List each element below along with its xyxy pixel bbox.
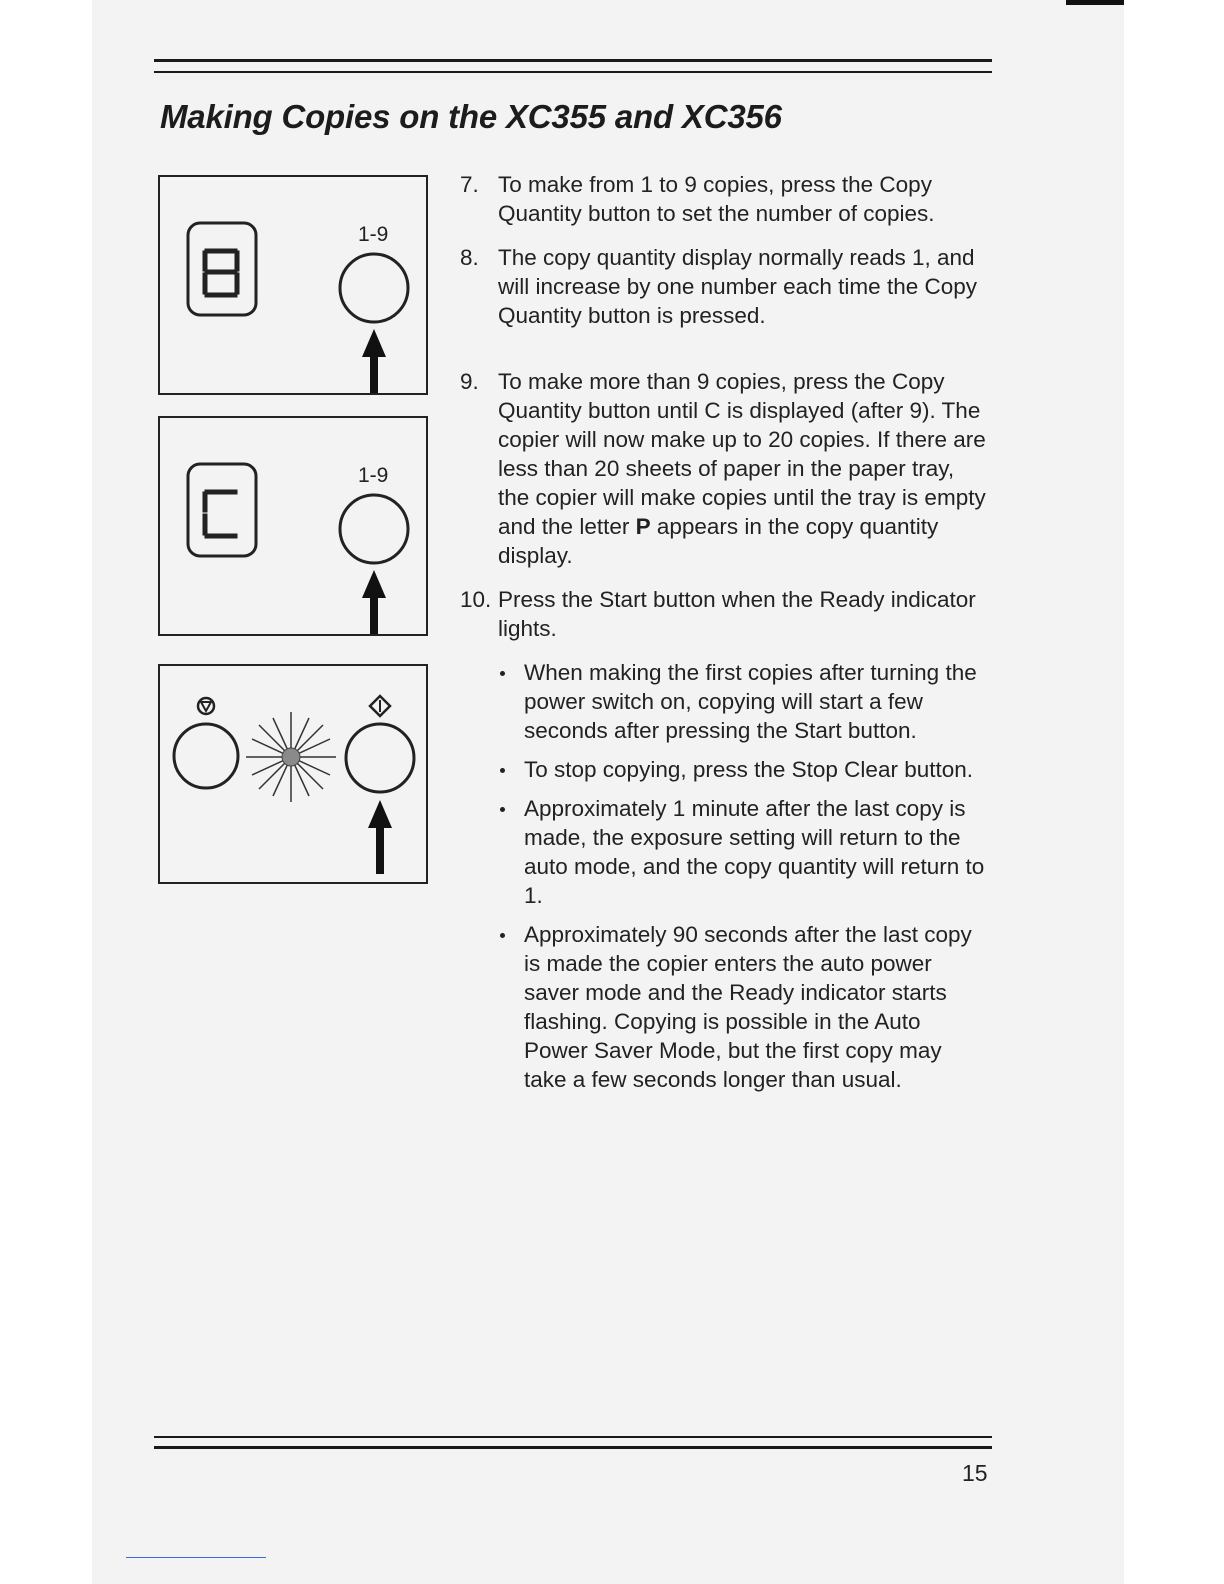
bullet-text: Approximately 1 minute after the last copy is made, the exposure setting will return to the auto mode, and the copy quantity will return to 1.	[524, 796, 985, 908]
step-10-notes	[498, 658, 990, 1094]
arrow-up-icon	[362, 329, 386, 393]
step-number: 10.	[460, 587, 492, 612]
step-text: Press the Start button when the Ready indicator lights.	[498, 587, 976, 641]
list-item	[498, 920, 990, 1094]
figure-copy-quantity-c	[158, 416, 428, 636]
step-number: 9.	[460, 369, 479, 394]
step-text-before: To make more than 9 copies, press the Copy Quantity button until C is displayed (after 9). The copier will now make up to 20 copies. If there are less than 20 sheets of paper in the paper tray, the copier will make copies until the tray is empty and the letter	[498, 369, 986, 539]
step-8	[460, 243, 990, 330]
scan-corner-mark	[1066, 0, 1124, 5]
stop-clear-symbol-icon	[198, 698, 214, 714]
start-symbol-icon	[370, 696, 390, 716]
list-item	[498, 794, 990, 910]
start-button-icon	[346, 724, 414, 792]
list-item	[498, 755, 990, 784]
copy-quantity-panel-diagram	[160, 418, 426, 634]
step-text: To make from 1 to 9 copies, press the Copy Quantity button to set the number of copies.	[498, 172, 935, 226]
step-text-after: appears in the copy quantity display.	[498, 514, 939, 568]
figure-start-button	[158, 664, 428, 884]
copy-quantity-label: 1-9	[358, 223, 389, 246]
letter-p-bold: P	[635, 514, 651, 539]
header-rule	[154, 59, 992, 73]
bullet-icon	[500, 807, 505, 812]
ready-indicator-icon	[282, 748, 300, 766]
page-number: 15	[962, 1460, 988, 1486]
copy-quantity-button-icon	[340, 495, 408, 563]
start-panel-diagram	[160, 666, 426, 882]
bullet-icon	[500, 768, 505, 773]
bullet-icon	[500, 933, 505, 938]
step-10	[460, 585, 990, 643]
arrow-up-icon	[362, 570, 386, 634]
step-number: 8.	[460, 245, 479, 270]
copy-quantity-label: 1-9	[358, 464, 389, 487]
seven-segment-c-icon	[205, 492, 235, 536]
bullet-icon	[500, 671, 505, 676]
stop-clear-button-icon	[174, 724, 238, 788]
page-title: Making Copies on the XC355 and XC356	[160, 98, 782, 135]
bullet-text: Approximately 90 seconds after the last copy is made the copier enters the auto power saver mode and the Ready indicator starts flashing. Copying is possible in the Auto Power Saver Mode, but the first copy may take a few seconds longer than usual.	[524, 922, 972, 1092]
footer-rule	[154, 1436, 992, 1449]
copy-quantity-button-icon	[340, 254, 408, 322]
step-number: 7.	[460, 172, 479, 197]
footer-link-underline	[126, 1557, 266, 1558]
arrow-up-icon	[368, 800, 392, 874]
instructions	[460, 170, 990, 1104]
bullet-text: When making the first copies after turning the power switch on, copying will start a few seconds after pressing the Start button.	[524, 660, 977, 743]
step-text: The copy quantity display normally reads 1, and will increase by one number each time the Copy Quantity button is pressed.	[498, 245, 977, 328]
copy-quantity-panel-diagram	[160, 177, 426, 393]
list-item	[498, 658, 990, 745]
seven-segment-8-icon	[205, 251, 237, 295]
step-9	[460, 367, 990, 570]
step-7	[460, 170, 990, 228]
bullet-text: To stop copying, press the Stop Clear button.	[524, 757, 974, 782]
figure-copy-quantity-8	[158, 175, 428, 395]
